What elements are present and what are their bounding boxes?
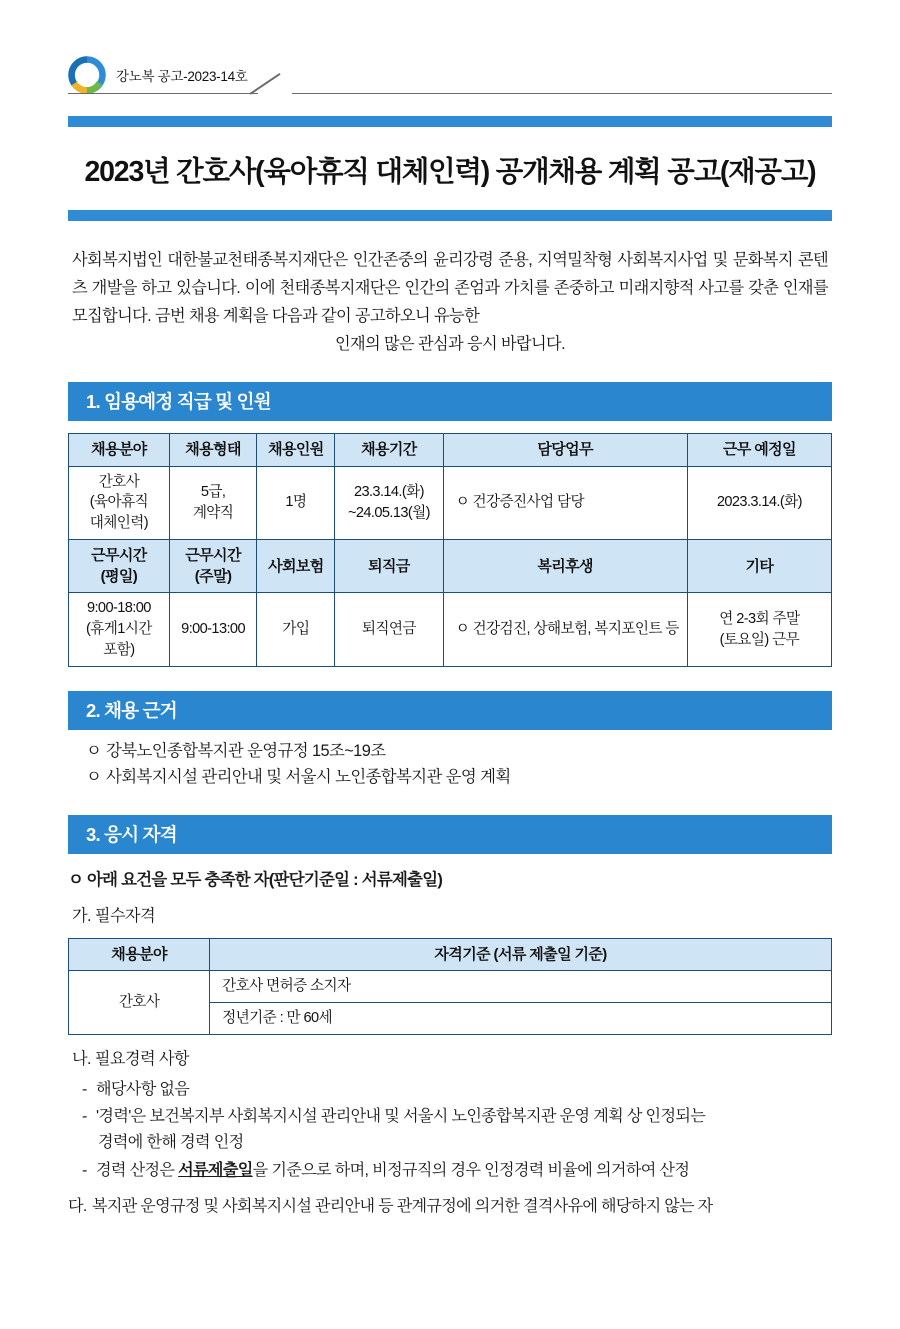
- qualification-label-a: 가. 필수자격: [72, 906, 155, 925]
- section-heading-2: 2. 채용 근거: [68, 691, 832, 730]
- col-header-field: 채용분야: [69, 938, 210, 970]
- cell-startdate: 2023.3.14.(화): [687, 466, 831, 539]
- page-title: 2023년 간호사(육아휴직 대체인력) 공개채용 계획 공고(재공고): [84, 156, 816, 188]
- table-row: [69, 593, 832, 666]
- intro-line-2: 문화복지 콘텐츠 개발을 하고 있습니다. 이에 천태종복지재단은 인간의 존엄과 가치를 존중하고: [72, 251, 828, 297]
- cell-field-line1: 간호사: [98, 473, 140, 490]
- basis-list: [86, 738, 832, 791]
- dash-mark: -: [82, 1079, 87, 1098]
- list-item-label: 해당사항 없음: [96, 1079, 190, 1098]
- table-row-header-1: [69, 434, 832, 466]
- list-item-emphasis: 서류제출일: [178, 1160, 253, 1179]
- cell-benefits: ㅇ 건강검진, 상해보험, 복지포인트 등: [443, 593, 687, 666]
- cell-weekend-hours: 9:00-13:00: [169, 593, 257, 666]
- col-header-period: 채용기간: [335, 434, 443, 466]
- list-item: [82, 1104, 832, 1156]
- cell-type-line2: 계약직: [192, 504, 234, 521]
- intro-line-3: 미래지향적 사고를 갖춘 인재를 모집합니다. 금번 채용 계획을 다음과 같이 공고하오니 유능한: [72, 278, 828, 325]
- cell-field-line2: (육아휴직: [89, 494, 148, 511]
- recruitment-table: [68, 433, 832, 666]
- col-header-severance: 퇴직금: [335, 539, 443, 593]
- qualification-item-c: [68, 1192, 832, 1216]
- cell-criteria-line2: 정년기준 : 만 60세: [210, 1002, 832, 1034]
- cell-period: [335, 466, 443, 539]
- recruitment-table-wrap: [68, 433, 832, 666]
- cell-field: [69, 466, 170, 539]
- cell-severance: 퇴직연금: [335, 593, 443, 666]
- list-item: [86, 738, 832, 765]
- col-header-startdate: 근무 예정일: [687, 434, 831, 466]
- cell-period-line2: ~24.05.13(월): [347, 504, 430, 521]
- list-item-continuation: 경력에 한해 경력 인정: [98, 1133, 244, 1152]
- document-number-tab: [68, 56, 258, 94]
- cell-type: [169, 466, 257, 539]
- bullet-mark: ㅇ: [86, 768, 102, 787]
- title-block: [68, 116, 832, 221]
- qualification-label-b: 나. 필요경력 사항: [72, 1049, 189, 1068]
- table-row: [69, 971, 832, 1003]
- col-header-count: 채용인원: [257, 434, 335, 466]
- list-item: [82, 1158, 832, 1184]
- list-item-label: '경력'은 보건복지부 사회복지시설 관리안내 및 서울시 노인종합복지관 운영 계획 상 인정되는: [96, 1107, 706, 1126]
- col-header-weekday-hours: 근무시간 (평일): [69, 539, 170, 593]
- cell-period-line1: 23.3.14.(화): [353, 484, 424, 501]
- qualification-lead: ㅇ 아래 요건을 모두 충족한 자(판단기준일 : 서류제출일): [68, 870, 443, 889]
- header-divider: [292, 93, 832, 95]
- list-item: [82, 1077, 832, 1103]
- intro-paragraph: [72, 247, 828, 358]
- list-item-label: 강북노인종합복지관 운영규정 15조~19조: [106, 741, 386, 760]
- section-heading-1: 1. 임용예정 직급 및 인원: [68, 382, 832, 421]
- cell-count: 1명: [257, 466, 335, 539]
- col-header-insurance: 사회보험: [257, 539, 335, 593]
- cell-criteria-line1: 간호사 면허증 소지자: [210, 971, 832, 1003]
- intro-line-4: 인재의 많은 관심과 응시 바랍니다.: [334, 334, 565, 353]
- item-c-label: 복지관 운영규정 및 사회복지시설 관리안내 등 관계규정에 의거한 결격사유에 해당하지 않는 자: [92, 1196, 713, 1215]
- document-header: [0, 56, 900, 102]
- col-header-benefits: 복리후생: [443, 539, 687, 593]
- list-item: [86, 764, 832, 791]
- dash-mark: -: [82, 1107, 87, 1126]
- col-header-etc: 기타: [687, 539, 831, 593]
- qualification-table-wrap: [68, 938, 832, 1035]
- cell-insurance: 가입: [257, 593, 335, 666]
- table-row: [69, 466, 832, 539]
- intro-line-1: 사회복지법인 대한불교천태종복지재단은 인간존중의 윤리강령 준용, 지역밀착형 사회복지사업 및: [72, 251, 728, 269]
- col-header-type: 채용형태: [169, 434, 257, 466]
- col-header-weekend-hours: 근무시간 (주말): [169, 539, 257, 593]
- section-heading-3: 3. 응시 자격: [68, 815, 832, 854]
- cell-duty: ㅇ 건강증진사업 담당: [443, 466, 687, 539]
- document-number-text: 강노복 공고-2023-14호: [116, 68, 248, 84]
- col-header-duty: 담당업무: [443, 434, 687, 466]
- title-bar-top: [68, 116, 832, 127]
- cell-field: 간호사: [69, 971, 210, 1034]
- document-page: [0, 56, 900, 1329]
- item-c-mark: 다.: [68, 1196, 87, 1215]
- list-item-pre: 경력 산정은: [96, 1160, 179, 1179]
- cell-weekday-hours: 9:00-18:00 (휴게1시간 포함): [69, 593, 170, 666]
- title-bar-bottom: [68, 210, 832, 221]
- dash-mark: -: [82, 1160, 87, 1179]
- list-item-label: 사회복지시설 관리안내 및 서울시 노인종합복지관 운영 계획: [106, 768, 511, 787]
- experience-list: [82, 1077, 832, 1184]
- col-header-criteria: 자격기준 (서류 제출일 기준): [210, 938, 832, 970]
- cell-etc: 연 2-3회 주말 (토요일) 근무: [687, 593, 831, 666]
- col-header-field: 채용분야: [69, 434, 170, 466]
- cell-field-line3: 대체인력): [89, 515, 148, 532]
- bullet-mark: ㅇ: [86, 741, 102, 760]
- qualification-table: [68, 938, 832, 1035]
- list-item-post: 을 기준으로 하며, 비정규직의 경우 인정경력 비율에 의거하여 산정: [252, 1160, 690, 1179]
- table-row-header: [69, 938, 832, 970]
- cell-type-line1: 5급,: [200, 484, 226, 501]
- table-row-header-2: [69, 539, 832, 593]
